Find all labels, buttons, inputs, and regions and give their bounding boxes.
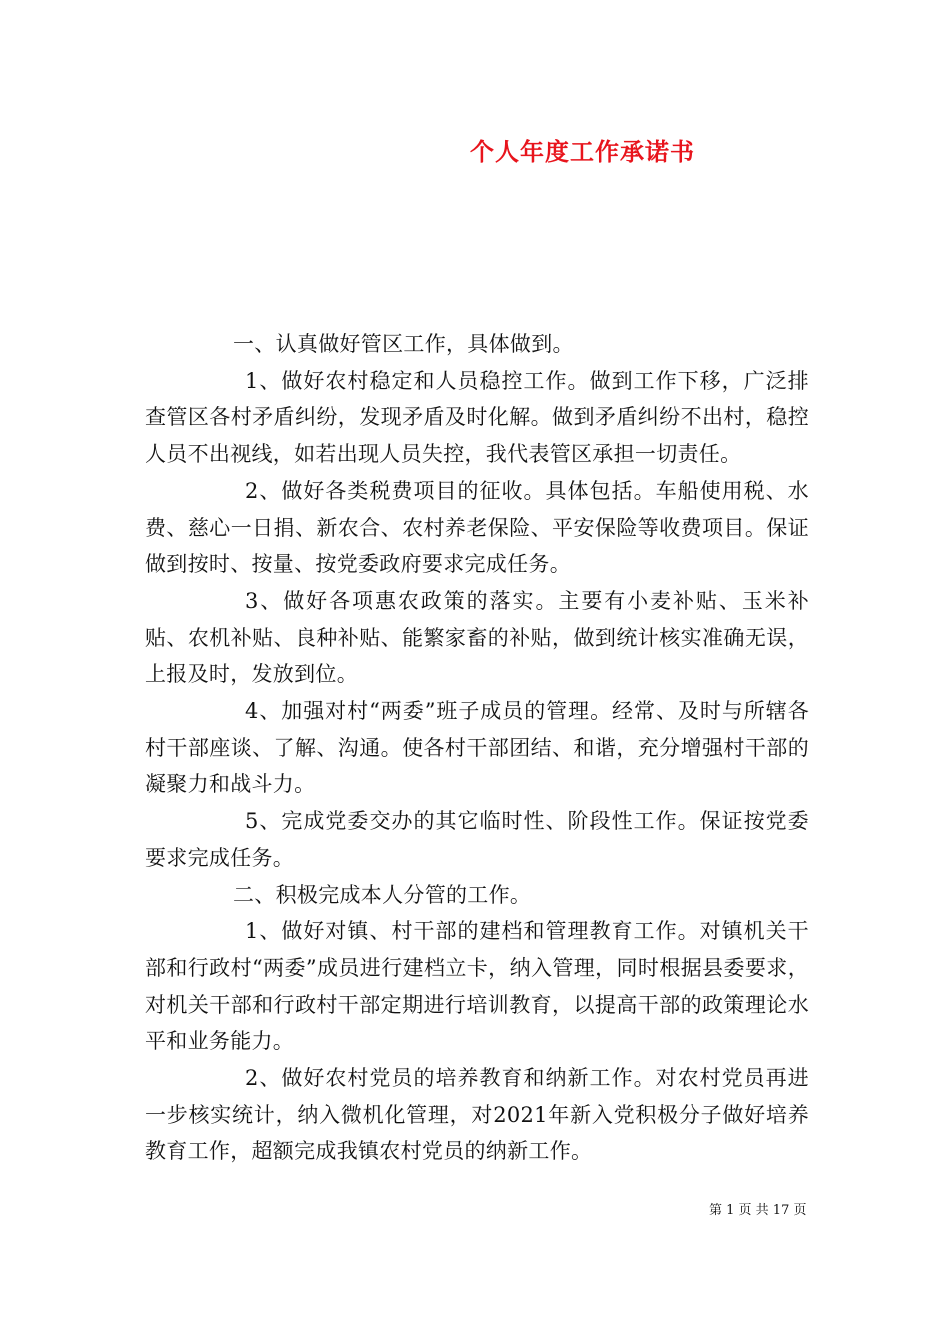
page-number: 第 1 页 共 17 页 xyxy=(709,1203,807,1218)
section-heading-2: 二、积极完成本人分管的工作。 xyxy=(233,882,532,907)
document-title: 个人年度工作承诺书 xyxy=(470,137,695,166)
paragraph-2-2: 2、做好农村党员的培养教育和纳新工作。对农村党员再进一步核实统计，纳入微机化管理，对2021年新入党积极分子做好培养教育工作，超额完成我镇农村党员的纳新工作。 xyxy=(145,1066,809,1164)
document-body xyxy=(145,326,809,1170)
paragraph-1-4: 4、加强对村“两委”班子成员的管理。经常、及时与所辖各村干部座谈、了解、沟通。使各村干部团结、和谐，充分增强村干部的凝聚力和战斗力。 xyxy=(145,699,809,797)
paragraph-1-5: 5、完成党委交办的其它临时性、阶段性工作。保证按党委要求完成任务。 xyxy=(145,809,809,870)
paragraph-1-3: 3、做好各项惠农政策的落实。主要有小麦补贴、玉米补贴、农机补贴、良种补贴、能繁家畜的补贴，做到统计核实准确无误，上报及时，发放到位。 xyxy=(145,588,809,687)
paragraph-1-1: 1、做好农村稳定和人员稳控工作。做到工作下移，广泛排查管区各村矛盾纠纷，发现矛盾及时化解。做到矛盾纠纷不出村，稳控人员不出视线，如若出现人员失控，我代表管区承担一切责任。 xyxy=(145,368,809,467)
paragraph-1-2: 2、做好各类税费项目的征收。具体包括。车船使用税、水费、慈心一日捐、新农合、农村养老保险、平安保险等收费项目。保证做到按时、按量、按党委政府要求完成任务。 xyxy=(145,478,809,577)
section-heading-1: 一、认真做好管区工作，具体做到。 xyxy=(233,332,574,356)
paragraph-2-1: 1、做好对镇、村干部的建档和管理教育工作。对镇机关干部和行政村“两委”成员进行建档立卡，纳入管理，同时根据县委要求，对机关干部和行政村干部定期进行培训教育，以提高干部的政策理论水平和业务能力。 xyxy=(145,919,809,1054)
